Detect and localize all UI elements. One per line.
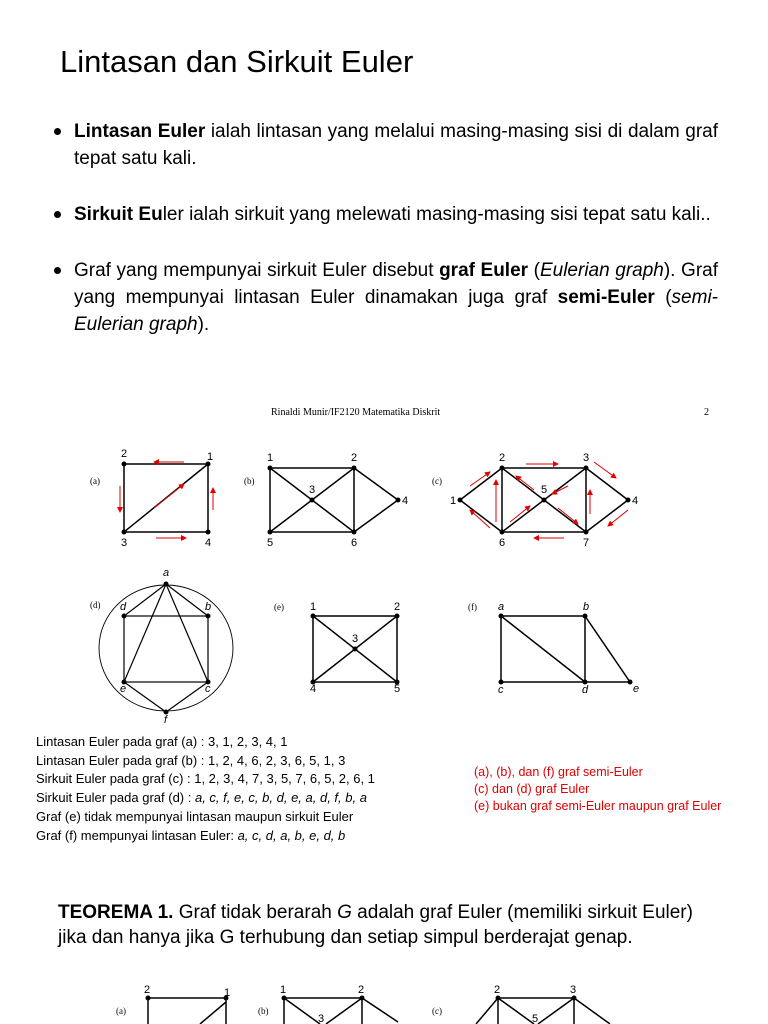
note-line: Lintasan Euler pada graf (a) : 3, 1, 2, 3, 4, 1 <box>36 734 288 749</box>
graph-e <box>274 601 400 695</box>
classification-notes <box>474 764 721 815</box>
classification-line: (e) bukan graf semi-Euler maupun graf Euler <box>474 799 722 813</box>
graph-a-label: (a) <box>90 476 100 486</box>
node-label: 3 <box>352 633 359 645</box>
node-label: 2 <box>394 601 401 613</box>
node-label: 1 <box>280 984 287 996</box>
node-label: 3 <box>309 484 316 496</box>
node-label: a <box>163 567 170 579</box>
graph-node <box>206 614 211 619</box>
bullet-dot-icon <box>54 128 61 135</box>
node-label: 3 <box>570 984 577 996</box>
note-text: Sirkuit Euler pada graf (d) : <box>36 790 195 806</box>
node-label: c <box>498 684 504 696</box>
theorem-variable: G <box>337 902 352 923</box>
node-label: 5 <box>394 683 401 695</box>
node-label: 3 <box>318 1013 325 1024</box>
node-label: 1 <box>310 601 317 613</box>
graph-node <box>572 996 577 1001</box>
definition-text: ler ialah sirkuit yang melewati masing-masing sisi tepat satu kali.. <box>162 204 711 225</box>
node-label: 4 <box>205 537 212 549</box>
graph-b-label: (b) <box>258 1006 269 1016</box>
graph-node <box>352 466 357 471</box>
graph-node <box>360 996 365 1001</box>
note-line: Lintasan Euler pada graf (b) : 1, 2, 4, 6, 2, 3, 6, 5, 1, 3 <box>36 752 346 768</box>
bullet-dot-icon <box>54 267 61 274</box>
definition-text: ). <box>197 314 210 335</box>
node-label: e <box>120 683 127 695</box>
node-label: a <box>498 601 505 613</box>
graph-figure-repeat-svg <box>80 980 740 1024</box>
graph-node <box>500 530 505 535</box>
node-label: d <box>120 601 127 613</box>
graph-b <box>244 452 408 549</box>
graph-node <box>146 996 151 1001</box>
node-label: 5 <box>267 537 274 549</box>
note-line <box>36 827 375 846</box>
graph-node <box>458 498 463 503</box>
node-label: 3 <box>121 537 128 549</box>
graph-node <box>584 466 589 471</box>
node-label: d <box>582 684 589 696</box>
graph-c-label: (c) <box>432 476 442 486</box>
graph-figure-svg <box>80 398 740 728</box>
classification-line: (c) dan (d) graf Euler <box>474 782 590 796</box>
direction-arrow-icon <box>558 508 578 524</box>
graph-b-label: (b) <box>244 476 255 486</box>
classification-line: (a), (b), dan (f) graf semi-Euler <box>474 765 643 779</box>
graph-node <box>122 462 127 467</box>
node-label: 2 <box>351 452 358 464</box>
page-title: Lintasan dan Sirkuit Euler <box>60 44 414 79</box>
graph-node <box>396 498 401 503</box>
node-label: 1 <box>267 452 274 464</box>
graph-node <box>352 530 357 535</box>
term-sirkuit-euler: Sirkuit Eu <box>74 204 163 225</box>
definition-text: Graf yang mempunyai sirkuit Euler disebut <box>74 260 440 281</box>
euler-path-notes <box>36 733 375 845</box>
graph-node <box>499 614 504 619</box>
bullet-dot-icon <box>54 211 61 218</box>
term-semi-eulerian-graph: semi-Eulerian graph <box>74 287 718 335</box>
direction-arrow-icon <box>510 506 530 522</box>
term-graf-euler: graf Euler <box>439 260 529 281</box>
graph-node <box>282 996 287 1001</box>
graph-node <box>353 647 358 652</box>
graph-figure <box>80 398 740 728</box>
node-label: 7 <box>583 537 590 549</box>
graph-node <box>395 614 400 619</box>
node-label: 2 <box>494 984 501 996</box>
bullet-sirkuit-euler <box>52 201 718 228</box>
graph-node <box>268 530 273 535</box>
graph-d <box>90 567 233 726</box>
note-line <box>36 789 375 808</box>
graph-c <box>432 452 638 549</box>
graph-node <box>628 680 633 685</box>
definition-text: ). Graf yang mempunyai lintasan Euler dinamakan juga graf <box>74 260 718 308</box>
direction-arrow-icon <box>154 484 184 508</box>
definition-text: ( <box>654 287 672 308</box>
graph-f <box>468 601 639 696</box>
node-label: 3 <box>583 452 590 464</box>
graph-node <box>542 498 547 503</box>
node-label: b <box>583 601 590 613</box>
bullet-graf-euler <box>52 257 718 338</box>
node-label: 6 <box>351 537 358 549</box>
graph-node <box>500 466 505 471</box>
theorem-text: Graf tidak berarah <box>173 902 338 923</box>
node-label: 4 <box>310 683 317 695</box>
graph-node <box>164 582 169 587</box>
graph-d-label: (d) <box>90 600 101 610</box>
graph-node <box>310 498 315 503</box>
note-text: Graf (f) mempunyai lintasan Euler: <box>36 827 238 843</box>
direction-arrow-icon <box>516 476 534 490</box>
graph-node <box>626 498 631 503</box>
node-label: 1 <box>224 987 231 999</box>
note-sequence: a, c, d, a, b, e, d, b <box>237 827 346 843</box>
direction-arrow-icon <box>594 462 616 478</box>
node-label: 1 <box>207 451 214 463</box>
graph-e-label: (e) <box>274 602 284 612</box>
node-label: c <box>205 683 211 695</box>
node-label: 2 <box>144 984 151 996</box>
graph-c-label: (c) <box>432 1006 442 1016</box>
definition-text: ialah lintasan yang melalui masing-masing sisi di dalam graf tepat satu kali. <box>74 121 719 169</box>
graph-node <box>311 614 316 619</box>
graph-a <box>90 448 213 549</box>
graph-a-label: (a) <box>116 1006 126 1016</box>
node-label: f <box>164 714 168 726</box>
node-label: 2 <box>499 452 506 464</box>
theorem-text: adalah graf Euler (memiliki sirkuit Euler) jika dan hanya jika G terhubung dan setiap simpul berderajat genap. <box>58 902 693 948</box>
theorem-1 <box>58 900 698 950</box>
graph-node <box>122 614 127 619</box>
note-sequence: a, c, f, e, c, b, d, e, a, d, f, b, a <box>194 790 367 806</box>
graph-node <box>122 530 127 535</box>
note-line: Graf (e) tidak mempunyai lintasan maupun sirkuit Euler <box>36 808 354 824</box>
figure-page-number: 2 <box>704 407 709 418</box>
graph-node <box>268 466 273 471</box>
term-lintasan-euler: Lintasan Euler <box>74 121 206 142</box>
theorem-label: TEOREMA 1. <box>58 902 174 923</box>
graph-figure-repeat <box>80 980 740 1024</box>
node-label: 2 <box>121 448 128 460</box>
graph-node <box>496 996 501 1001</box>
node-label: 4 <box>402 495 409 507</box>
graph-node <box>583 614 588 619</box>
bullet-lintasan-euler <box>52 118 718 172</box>
node-label: 2 <box>358 984 365 996</box>
definition-text: ( <box>528 260 540 281</box>
graph-f-label: (f) <box>468 602 477 612</box>
node-label: b <box>205 601 212 613</box>
node-label: 1 <box>450 495 457 507</box>
node-label: 5 <box>541 484 548 496</box>
bullet-list <box>52 118 718 367</box>
graph-node <box>584 530 589 535</box>
direction-arrow-icon <box>470 510 490 528</box>
node-label: 4 <box>632 495 639 507</box>
node-label: e <box>633 683 640 695</box>
node-label: 5 <box>532 1013 539 1024</box>
note-line: Sirkuit Euler pada graf (c) : 1, 2, 3, 4, 7, 3, 5, 7, 6, 5, 2, 6, 1 <box>36 771 375 787</box>
term-semi-euler: semi-Euler <box>557 287 655 308</box>
graph-node <box>206 530 211 535</box>
term-eulerian-graph: Eulerian graph <box>539 260 664 281</box>
figure-header: Rinaldi Munir/IF2120 Matematika Diskrit <box>271 407 441 418</box>
node-label: 6 <box>499 537 506 549</box>
